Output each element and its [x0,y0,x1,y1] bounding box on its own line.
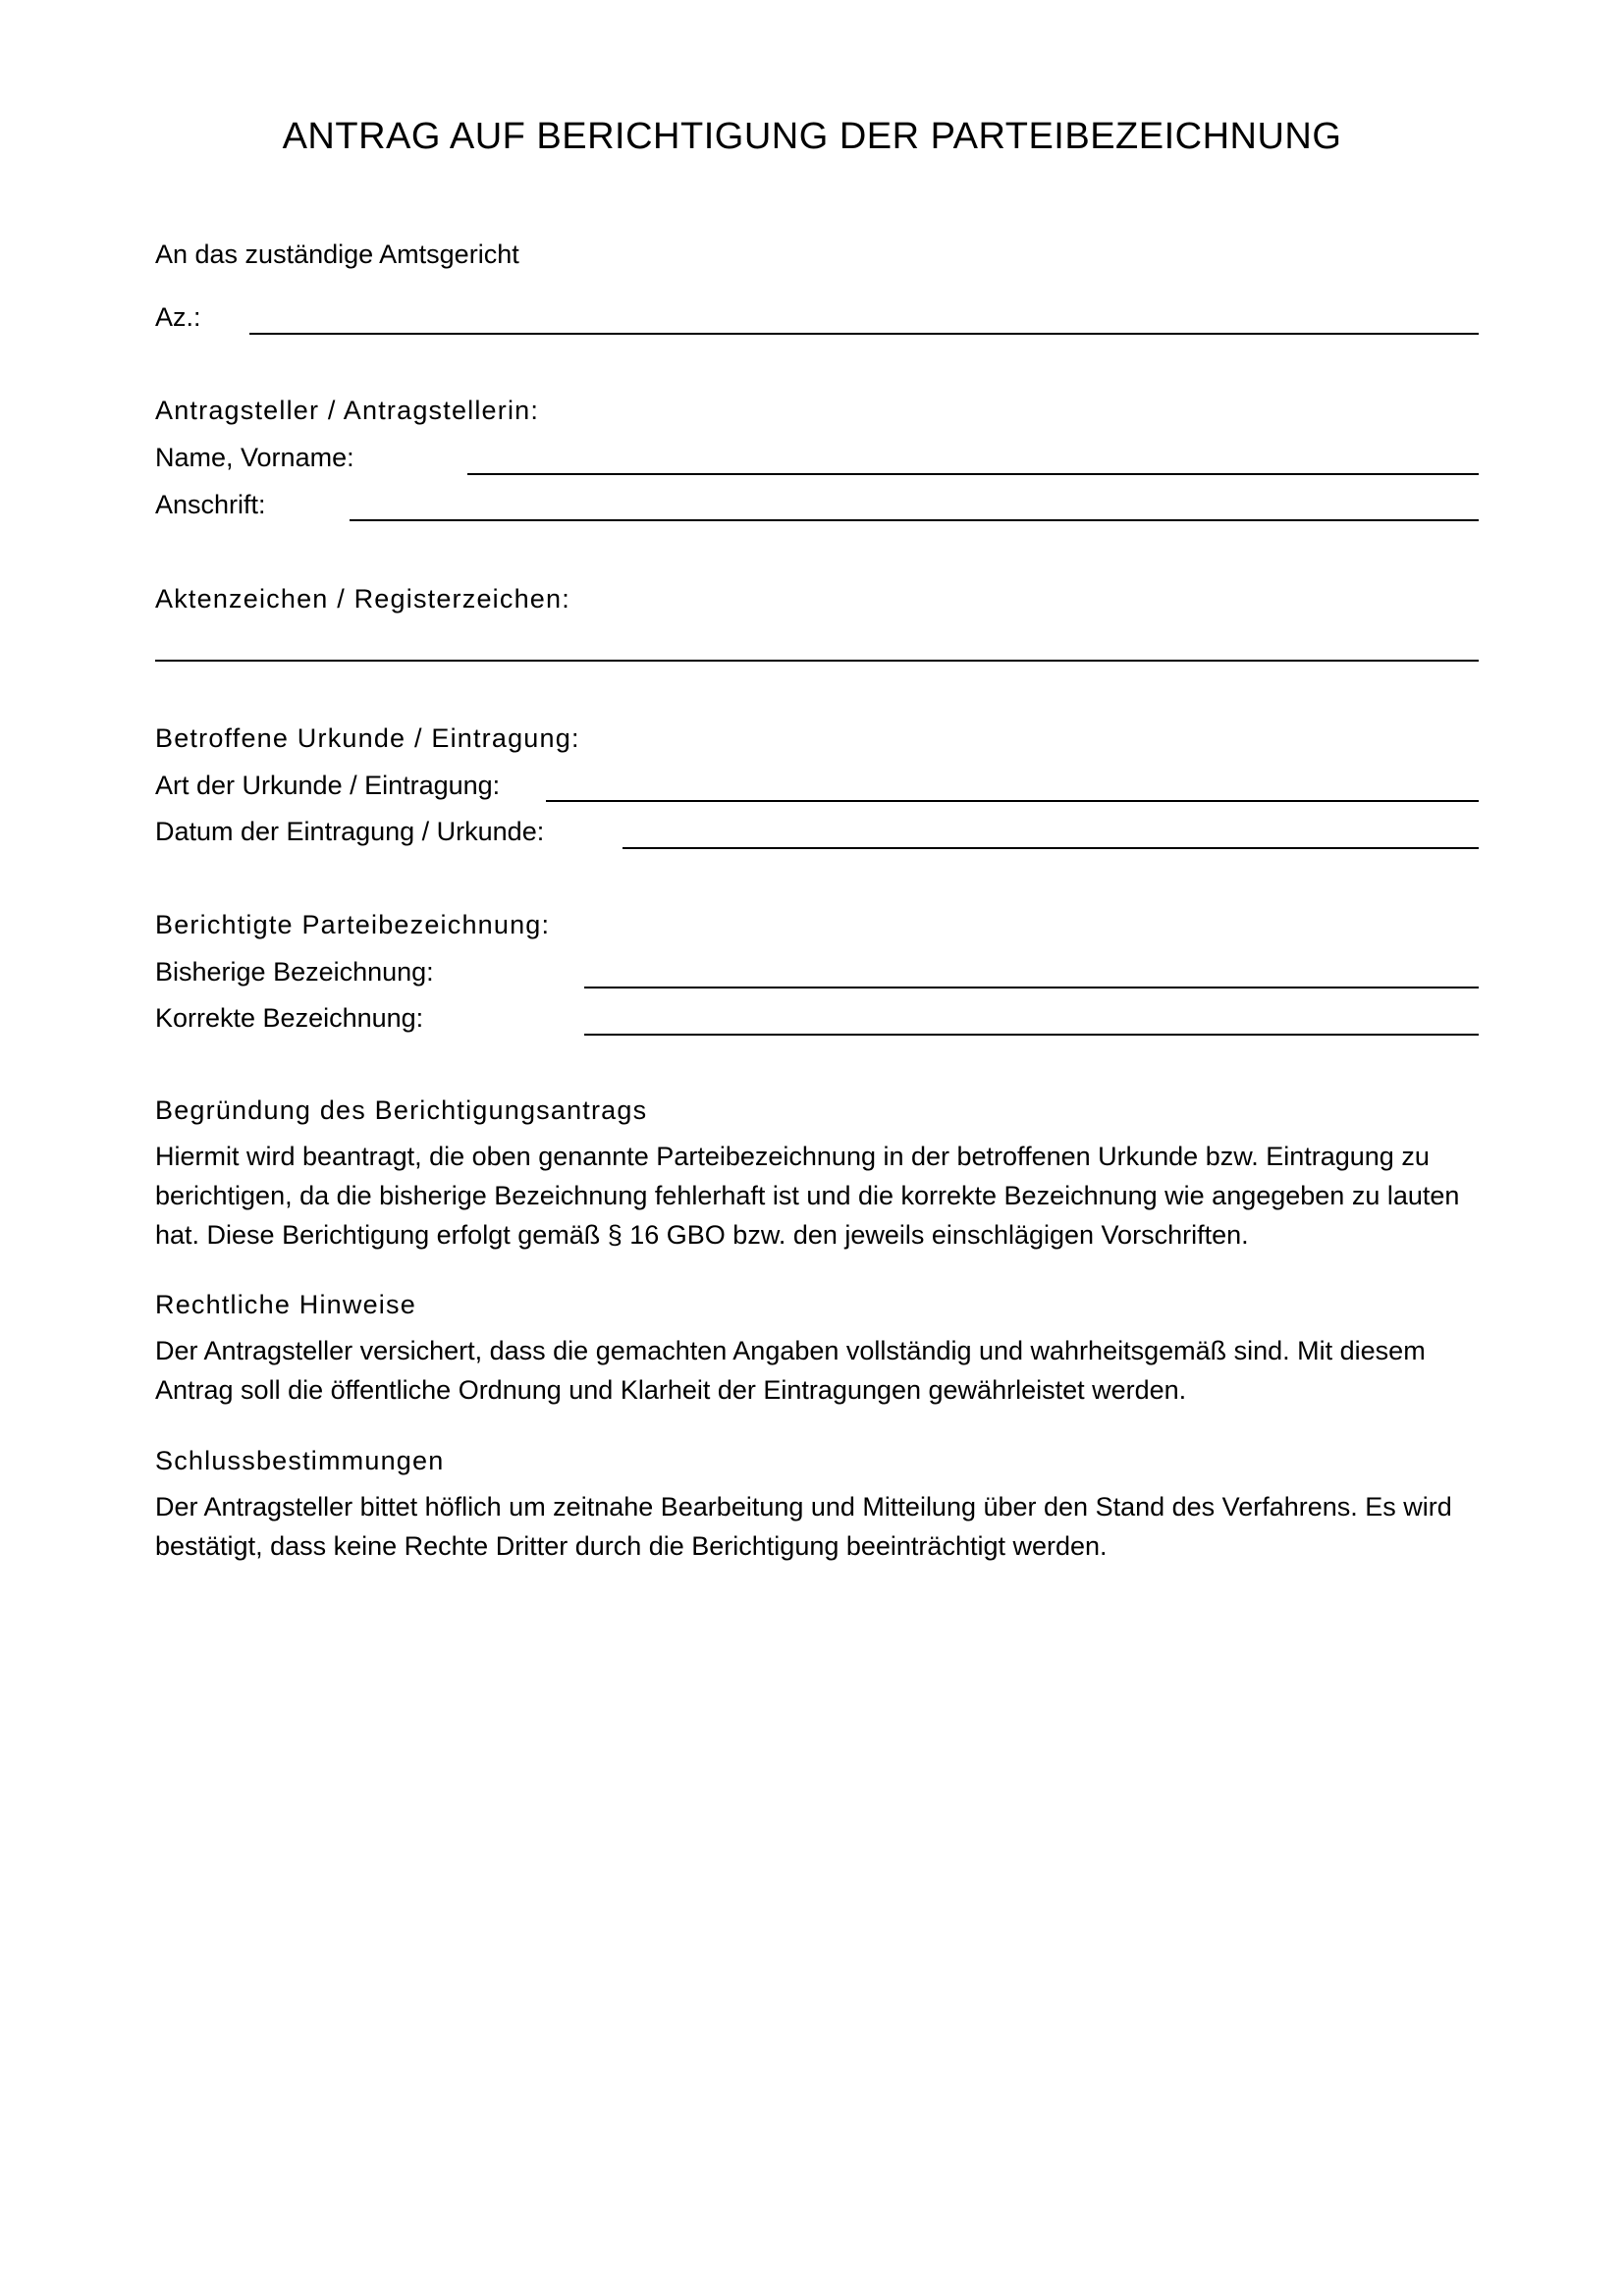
name-label: Name, Vorname: [155,443,354,472]
addressee-text: An das zuständige Amtsgericht [155,240,519,269]
document-title: ANTRAG AUF BERICHTIGUNG DER PARTEIBEZEICHNUNG [282,116,1342,157]
az-field-line[interactable] [249,333,1479,335]
reasoning-heading: Begründung des Berichtigungsantrags [155,1095,648,1125]
previous-name-label: Bisherige Bezeichnung: [155,957,434,987]
file-reference-heading: Aktenzeichen / Registerzeichen: [155,584,570,614]
address-field-line[interactable] [350,519,1479,521]
document-heading: Betroffene Urkunde / Eintragung: [155,723,580,753]
reasoning-paragraph: Hiermit wird beantragt, die oben genannte Parteibezeichnung in der betroffenen Urkunde bzw. Eintragung zu berichtigen, da die bisherige Bezeichnung fehlerhaft ist und die korrekte Bezeichnung wie angegeben zu lauten hat. Diese Berichtigung erfolgt gemäß § 16 GBO bzw. den jeweils einschlägigen Vorschriften. [155,1142,1460,1250]
legal-notes-paragraph: Der Antragsteller versichert, dass die gemachten Angaben vollständig und wahrheitsgemäß sind. Mit diesem Antrag soll die öffentliche Ordnung und Klarheit der Eintragungen gewährleistet werden. [155,1336,1426,1405]
az-label: Az.: [155,302,201,332]
legal-notes-heading: Rechtliche Hinweise [155,1290,416,1319]
document-date-field-line[interactable] [623,847,1479,849]
correct-name-field-line[interactable] [584,1034,1479,1036]
applicant-heading: Antragsteller / Antragstellerin: [155,396,540,425]
address-label: Anschrift: [155,490,266,519]
final-provisions-paragraph: Der Antragsteller bittet höflich um zeitnahe Bearbeitung und Mitteilung über den Stand des Verfahrens. Es wird bestätigt, dass keine Rechte Dritter durch die Berichtigung beeinträchtigt werden. [155,1492,1452,1561]
final-provisions-heading: Schlussbestimmungen [155,1446,445,1475]
correct-name-label: Korrekte Bezeichnung: [155,1003,424,1033]
document-type-field-line[interactable] [546,800,1479,802]
previous-name-field-line[interactable] [584,987,1479,988]
document-date-label: Datum der Eintragung / Urkunde: [155,817,545,846]
document-type-label: Art der Urkunde / Eintragung: [155,771,501,800]
name-field-line[interactable] [467,473,1479,475]
file-reference-field-line[interactable] [155,660,1479,662]
correction-heading: Berichtigte Parteibezeichnung: [155,910,551,939]
